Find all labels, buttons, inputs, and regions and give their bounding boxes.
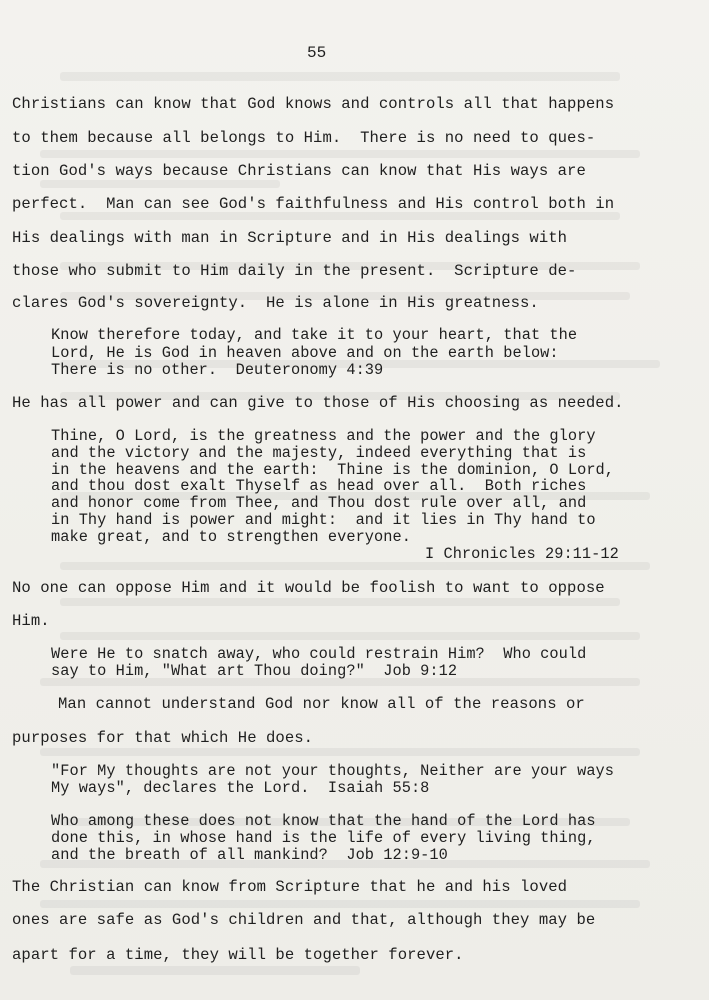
quote-line: in Thy hand is power and might: and it lies in Thy hand to <box>51 511 596 529</box>
body-line: No one can oppose Him and it would be foolish to want to oppose <box>12 579 605 597</box>
quote-line: done this, in whose hand is the life of every living thing, <box>51 829 596 847</box>
quote-line: and the victory and the majesty, indeed everything that is <box>51 444 587 462</box>
quote-line: and thou dost exalt Thyself as head over all. Both riches <box>51 477 587 495</box>
body-line: those who submit to Him daily in the present. Scripture de- <box>12 262 577 280</box>
body-line: tion God's ways because Christians can know that His ways are <box>12 162 586 180</box>
quote-line: Who among these does not know that the hand of the Lord has <box>51 812 596 830</box>
quote-line: and the breath of all mankind? Job 12:9-10 <box>51 846 448 864</box>
quote-line: Thine, O Lord, is the greatness and the power and the glory <box>51 427 596 445</box>
body-line: The Christian can know from Scripture that he and his loved <box>12 878 568 896</box>
body-line: to them because all belongs to Him. There is no need to ques- <box>12 129 596 147</box>
body-line: Him. <box>12 612 50 630</box>
quote-line: and honor come from Thee, and Thou dost rule over all, and <box>51 494 587 512</box>
quote-line: make great, and to strengthen everyone. <box>51 528 411 546</box>
quote-line: Were He to snatch away, who could restrain Him? Who could <box>51 645 587 663</box>
citation: I Chronicles 29:11-12 <box>425 545 619 563</box>
body-line: apart for a time, they will be together forever. <box>12 946 464 964</box>
quote-line: say to Him, "What art Thou doing?" Job 9:12 <box>51 662 458 680</box>
quote-line: My ways", declares the Lord. Isaiah 55:8 <box>51 779 430 797</box>
page-number: 55 <box>307 44 327 62</box>
body-line: clares God's sovereignty. He is alone in His greatness. <box>12 294 539 312</box>
quote-line: in the heavens and the earth: Thine is the dominion, O Lord, <box>51 461 615 479</box>
quote-line: Know therefore today, and take it to your heart, that the <box>51 326 578 344</box>
body-line: He has all power and can give to those of His choosing as needed. <box>12 394 624 412</box>
body-line: purposes for that which He does. <box>12 729 314 747</box>
quote-line: Lord, He is God in heaven above and on the earth below: <box>51 344 559 362</box>
body-line: perfect. Man can see God's faithfulness and His control both in <box>12 195 615 213</box>
quote-line: "For My thoughts are not your thoughts, Neither are your ways <box>51 762 615 780</box>
quote-line: There is no other. Deuteronomy 4:39 <box>51 361 384 379</box>
body-line: Christians can know that God knows and controls all that happens <box>12 95 615 113</box>
body-line: ones are safe as God's children and that, although they may be <box>12 911 596 929</box>
body-line: Man cannot understand God nor know all of the reasons or <box>58 695 585 713</box>
body-line: His dealings with man in Scripture and in His dealings with <box>12 229 568 247</box>
